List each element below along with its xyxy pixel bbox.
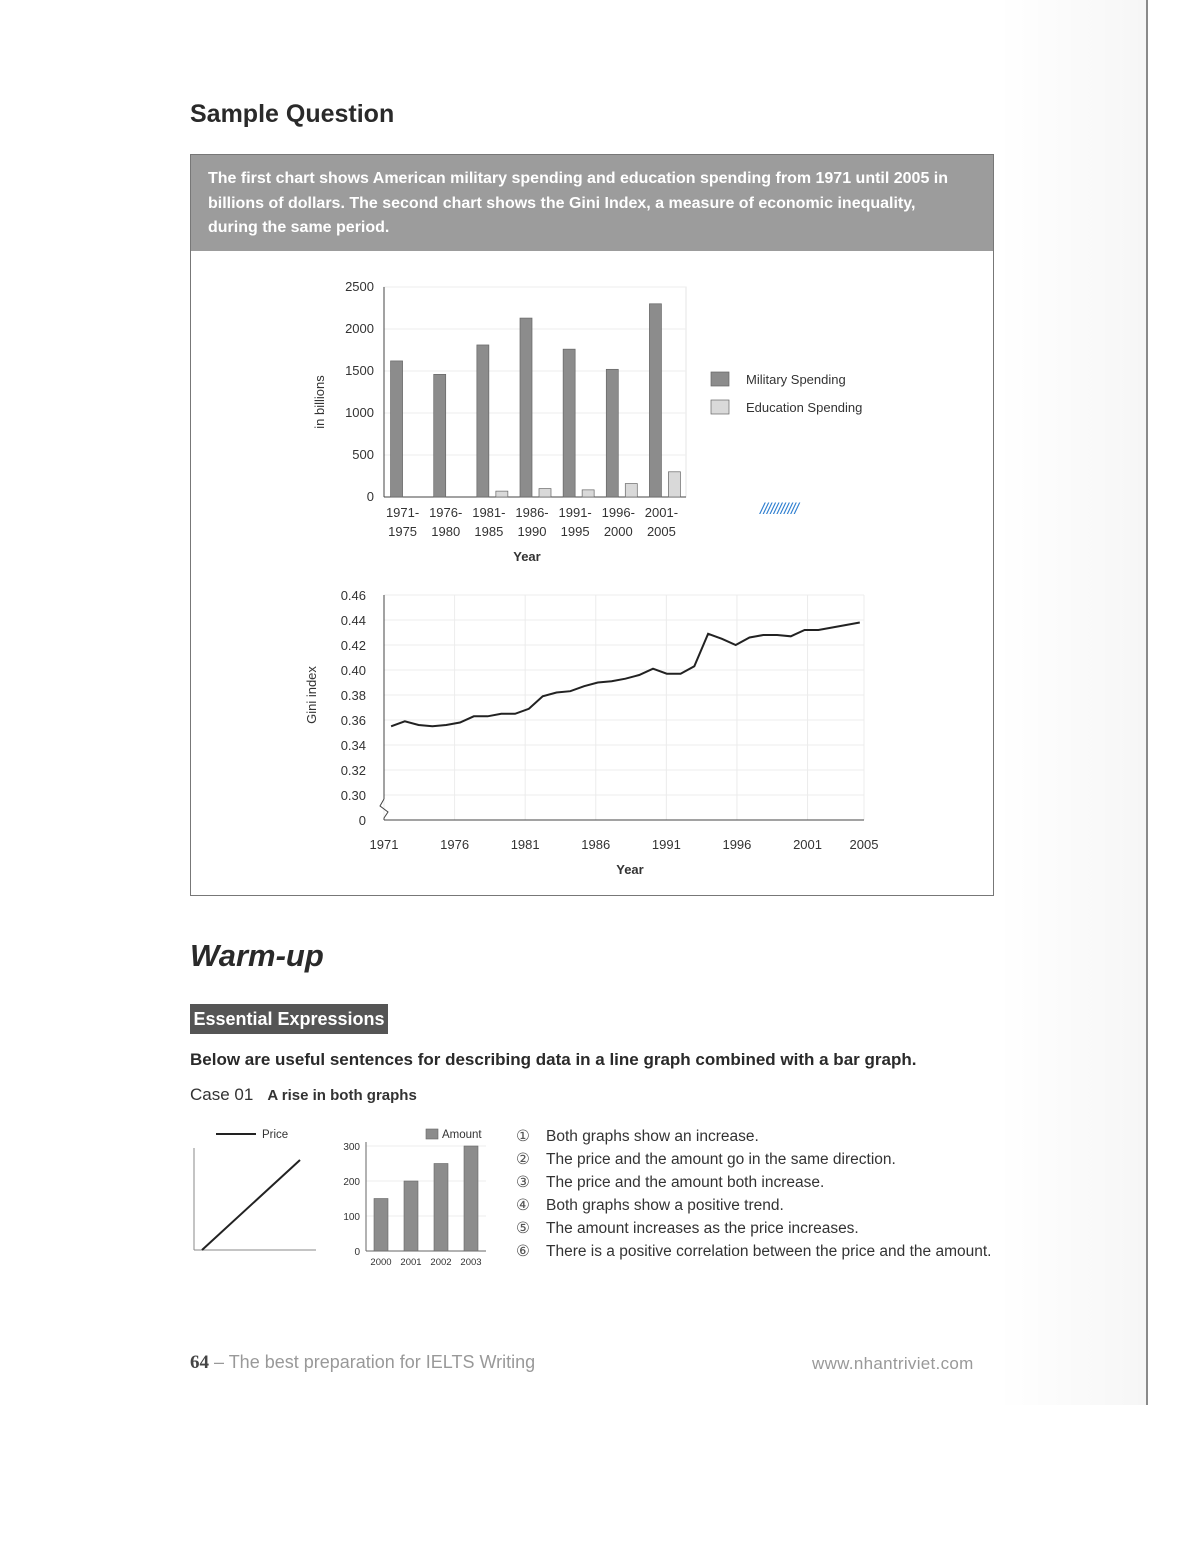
expression-text: Both graphs show a positive trend. [546, 1197, 784, 1214]
bar-education [625, 484, 637, 497]
y-tick-label: 0.36 [340, 713, 366, 728]
legend-swatch [711, 400, 729, 414]
bar-military [477, 345, 489, 497]
legend-swatch [426, 1129, 438, 1139]
y-axis-title: Gini index [304, 666, 319, 724]
bar-military [606, 369, 618, 497]
expression-marker: ④ [516, 1197, 530, 1214]
page-shadow [996, 0, 1146, 1405]
y-tick-label: 0.32 [340, 763, 366, 778]
y-tick-label: 0 [366, 489, 374, 504]
legend-label: Price [262, 1129, 289, 1141]
expression-text: The price and the amount go in the same direction. [546, 1151, 896, 1168]
price-series-line [202, 1160, 300, 1250]
x-tick-label: 2001- [644, 505, 679, 520]
section-title-sample-question: Sample Question [190, 100, 395, 128]
expression-text: The amount increases as the price increases. [546, 1220, 859, 1237]
expression-marker: ⑥ [516, 1243, 530, 1260]
x-tick-label: 2000 [603, 524, 633, 539]
bar-military [563, 349, 575, 497]
plot-area [384, 287, 686, 497]
expression-item [516, 1240, 996, 1263]
bar-amount [464, 1146, 478, 1251]
book-title: – The best preparation for IELTS Writing [209, 1352, 536, 1372]
bar-education [496, 491, 508, 497]
expression-text: Both graphs show an increase. [546, 1128, 759, 1145]
y-tick-label: 0.44 [340, 613, 366, 628]
pen-marks-annotation: /////////// [760, 501, 798, 518]
x-tick-label: 1990 [517, 524, 547, 539]
x-tick-label: 2002 [430, 1257, 452, 1268]
bar-military [434, 374, 446, 497]
y-tick-label: 0.38 [340, 688, 366, 703]
essential-expressions-badge: Essential Expressions [190, 1004, 388, 1034]
y-tick-label: 0.46 [340, 588, 366, 603]
y-tick-label: 0.42 [340, 638, 366, 653]
price-mini-line-chart [190, 1124, 320, 1256]
x-tick-label: 1981 [510, 837, 540, 852]
x-tick-label: 2005 [849, 837, 879, 852]
expression-marker: ⑤ [516, 1220, 530, 1237]
y-tick-label: 100 [343, 1212, 360, 1223]
y-tick-label: 200 [343, 1177, 360, 1188]
expression-marker: ③ [516, 1174, 530, 1191]
bar-amount [434, 1164, 448, 1252]
spending-bar-chart [300, 272, 920, 572]
x-tick-label: 1976- [429, 505, 463, 520]
expression-item [516, 1148, 996, 1171]
gini-series-line [391, 623, 860, 727]
x-axis-title: Year [616, 862, 644, 877]
gini-line-chart [296, 582, 916, 884]
legend-label: Military Spending [746, 372, 846, 387]
bar-amount [374, 1199, 388, 1252]
x-tick-label: 1971- [385, 505, 420, 520]
footer-left [190, 1352, 535, 1374]
x-tick-label: 2005 [646, 524, 676, 539]
x-tick-label: 2003 [460, 1257, 482, 1268]
x-tick-label: 2001 [400, 1257, 422, 1268]
intro-text: Below are useful sentences for describing data in a line graph combined with a bar graph. [190, 1050, 917, 1069]
legend-label: Education Spending [746, 400, 863, 415]
x-axis-title: Year [513, 549, 541, 564]
x-tick-label: 1986 [581, 837, 611, 852]
x-tick-label: 1991 [651, 837, 681, 852]
x-tick-label: 1996 [722, 837, 752, 852]
expression-text: There is a positive correlation between the price and the amount. [546, 1243, 992, 1260]
question-description: The first chart shows American military spending and education spending from 1971 until 2005 in billions of dollars. The second chart shows the Gini Index, a measure of economic inequality, during the same period. [208, 170, 949, 236]
legend-swatch [711, 372, 729, 386]
x-tick-label: 1976 [440, 837, 470, 852]
expression-item [516, 1194, 996, 1217]
expression-list [516, 1125, 996, 1263]
x-tick-label: 1985 [474, 524, 504, 539]
y-tick-label: 0 [358, 813, 366, 828]
x-tick-label: 1991- [558, 505, 592, 520]
y-tick-label: 0.40 [340, 663, 366, 678]
bar-military [520, 318, 532, 497]
y-tick-label: 1000 [345, 405, 374, 420]
y-tick-label: 0 [354, 1247, 360, 1258]
case-number: Case 01 [190, 1085, 254, 1104]
expression-item [516, 1217, 996, 1240]
question-banner [191, 155, 993, 251]
expression-marker: ② [516, 1151, 530, 1168]
bar-education [582, 490, 594, 497]
case-title: A rise in both graphs [267, 1087, 417, 1104]
y-tick-label: 500 [352, 447, 374, 462]
y-tick-label: 0.34 [340, 738, 366, 753]
bar-military [649, 304, 661, 497]
case-heading [190, 1085, 417, 1105]
y-tick-label: 1500 [345, 363, 374, 378]
y-axis-title: in billions [312, 375, 327, 429]
footer-website: www.nhantriviet.com [812, 1354, 974, 1373]
x-tick-label: 1986- [515, 505, 549, 520]
amount-mini-bar-chart [334, 1124, 494, 1272]
page-edge [1146, 0, 1148, 1405]
x-tick-label: 1981- [472, 505, 506, 520]
legend-label: Amount [442, 1129, 482, 1141]
x-tick-label: 1971 [369, 837, 399, 852]
x-tick-label: 2001 [793, 837, 822, 852]
bar-military [391, 361, 403, 497]
bar-education [668, 472, 680, 497]
y-tick-label: 0.30 [340, 788, 366, 803]
expression-text: The price and the amount both increase. [546, 1174, 825, 1191]
y-tick-label: 300 [343, 1142, 360, 1153]
x-tick-label: 1995 [560, 524, 590, 539]
page-number: 64 [190, 1352, 209, 1373]
section-title-warmup: Warm-up [190, 938, 324, 973]
expression-item [516, 1171, 996, 1194]
y-tick-label: 2000 [345, 321, 374, 336]
bar-education [539, 489, 551, 497]
x-tick-label: 1975 [388, 524, 418, 539]
x-tick-label: 1980 [431, 524, 461, 539]
bar-amount [404, 1181, 418, 1251]
x-tick-label: 2000 [370, 1257, 392, 1268]
expression-item [516, 1125, 996, 1148]
x-tick-label: 1996- [601, 505, 635, 520]
y-tick-label: 2500 [345, 279, 374, 294]
expression-marker: ① [516, 1128, 530, 1145]
